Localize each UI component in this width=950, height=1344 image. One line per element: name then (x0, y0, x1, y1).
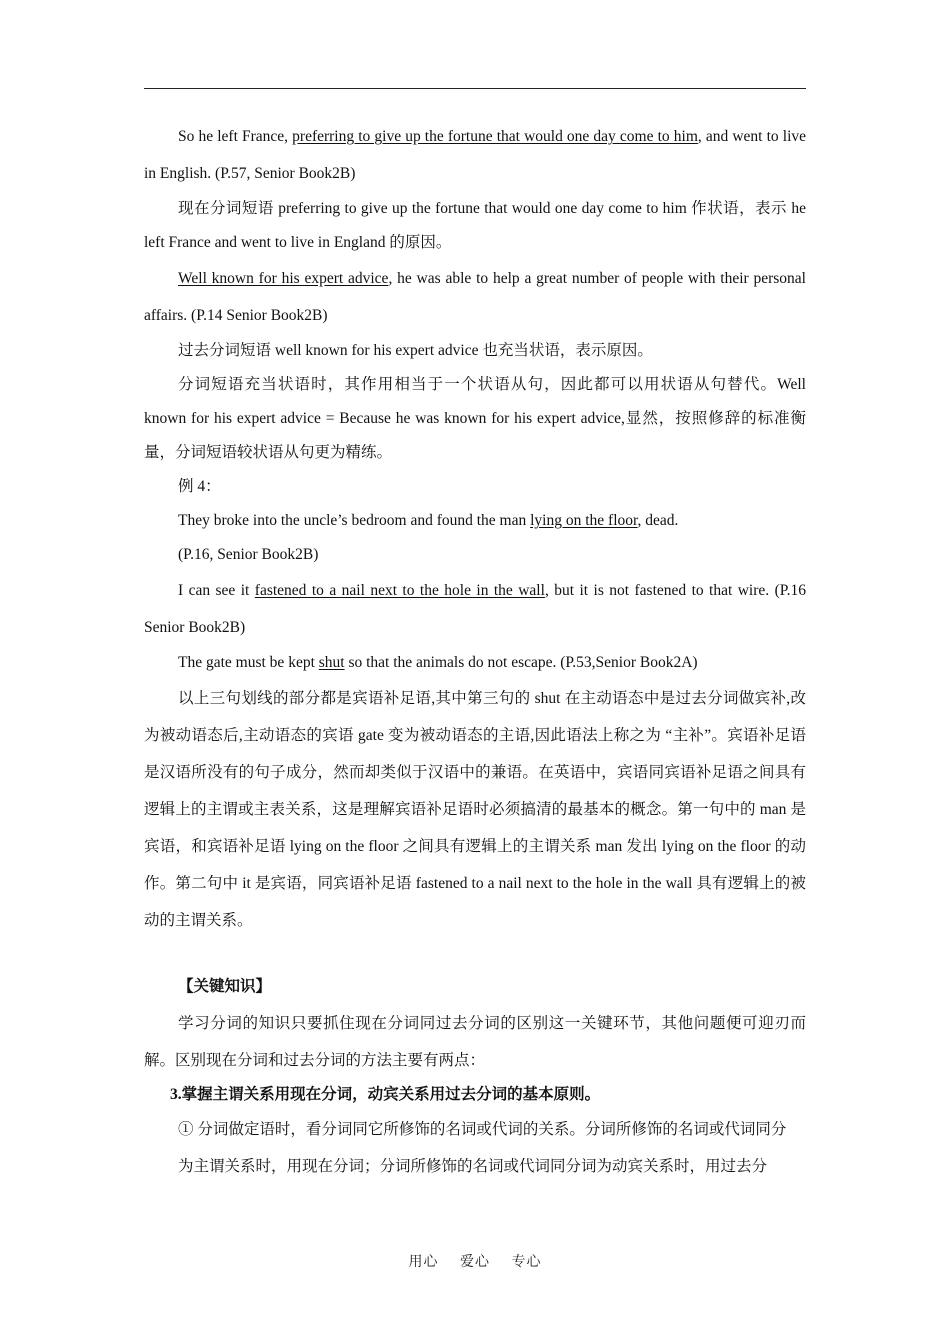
paragraph: 过去分词短语 well known for his expert advice 也充当状语，表示原因。 (178, 342, 653, 359)
bold-rule: 3.掌握主谓关系用现在分词，动宾关系用过去分词的基本原则。 (170, 1086, 601, 1103)
paragraph: ① 分词做定语时，看分词同它所修饰的名词或代词的关系。分词所修饰的名词或代词同分 (178, 1121, 787, 1138)
underlined-phrase: Well known for his expert advice (178, 270, 389, 287)
underlined-phrase: shut (318, 654, 345, 671)
text: , dead. (637, 512, 679, 529)
footer-word: 用心 (408, 1254, 439, 1270)
header-rule (144, 88, 806, 89)
section-heading: 【关键知识】 (178, 978, 272, 995)
underlined-phrase: preferring to give up the fortune that would one day come to him (292, 128, 698, 145)
underlined-phrase: fastened to a nail next to the hole in the wall (254, 582, 545, 599)
footer-word: 爱心 (460, 1254, 490, 1270)
paragraph: 以上三句划线的部分都是宾语补足语,其中第三句的 shut 在主动语态中是过去分词做宾补,改为被动语态后,主动语态的宾语 gate 变为被动语态的主语,因此语法上称之为 “主补”。宾语补足语是汉语所没有的句子成分，然而却类似于汉语中的兼语。在英语中，宾语同宾语补足语之间具有逻辑上的主谓或主表关系，这是理解宾语补足语时必须搞清的最基本的概念。第一句中的 man 是宾语，和宾语补足语 lying on the floor 之间具有逻辑上的主谓关系 man 发出 lying on the floor 的动作。第二句中 it 是宾语，同宾语补足语 fastened to a nail next to the hole in the wall 具有逻辑上的被动的主谓关系。 (144, 690, 806, 929)
citation: (P.16, Senior Book2B) (178, 546, 319, 563)
example-label: 例 4： (178, 478, 221, 495)
paragraph: 分词短语充当状语时，其作用相当于一个状语从句，因此都可以用状语从句替代。Well known for his expert advice = Because he was known for his expert advice,显然，按照修辞的标准衡量，分词短语较状语从句更为精练。 (144, 376, 806, 461)
document-body (144, 118, 806, 1185)
paragraph (144, 118, 806, 192)
underlined-phrase: lying on the floor (530, 512, 638, 529)
text: I can see it (178, 582, 255, 599)
page-footer (0, 1251, 950, 1271)
paragraph (144, 260, 806, 334)
paragraph: 现在分词短语 preferring to give up the fortune that would one day come to him 作状语，表示 he left France and went to live in England 的原因。 (144, 200, 806, 251)
paragraph: 为主谓关系时，用现在分词；分词所修饰的名词或代词同分词为动宾关系时，用过去分 (178, 1158, 768, 1175)
paragraph: 学习分词的知识只要抓住现在分词同过去分词的区别这一关键环节，其他问题便可迎刃而解。区别现在分词和过去分词的方法主要有两点： (144, 1015, 806, 1069)
text: The gate must be kept (178, 654, 319, 671)
text: , he was able to help a great number of people with their personal affairs. (P.14 Senior Book2B) (144, 270, 806, 324)
text: so that the animals do not escape. (P.53,Senior Book2A) (344, 654, 698, 671)
spacer (144, 939, 806, 969)
example-sentence (144, 572, 806, 646)
example-sentence (144, 646, 806, 680)
footer-word: 专心 (511, 1254, 542, 1270)
text: So he left France, (178, 128, 293, 145)
text: , and went to live in English. (P.57, Senior Book2B) (144, 128, 807, 182)
text: They broke into the uncle’s bedroom and found the man (178, 512, 531, 529)
example-sentence (144, 504, 806, 538)
text: , but it is not fastened to that wire. (P.16 Senior Book2B) (144, 582, 807, 636)
